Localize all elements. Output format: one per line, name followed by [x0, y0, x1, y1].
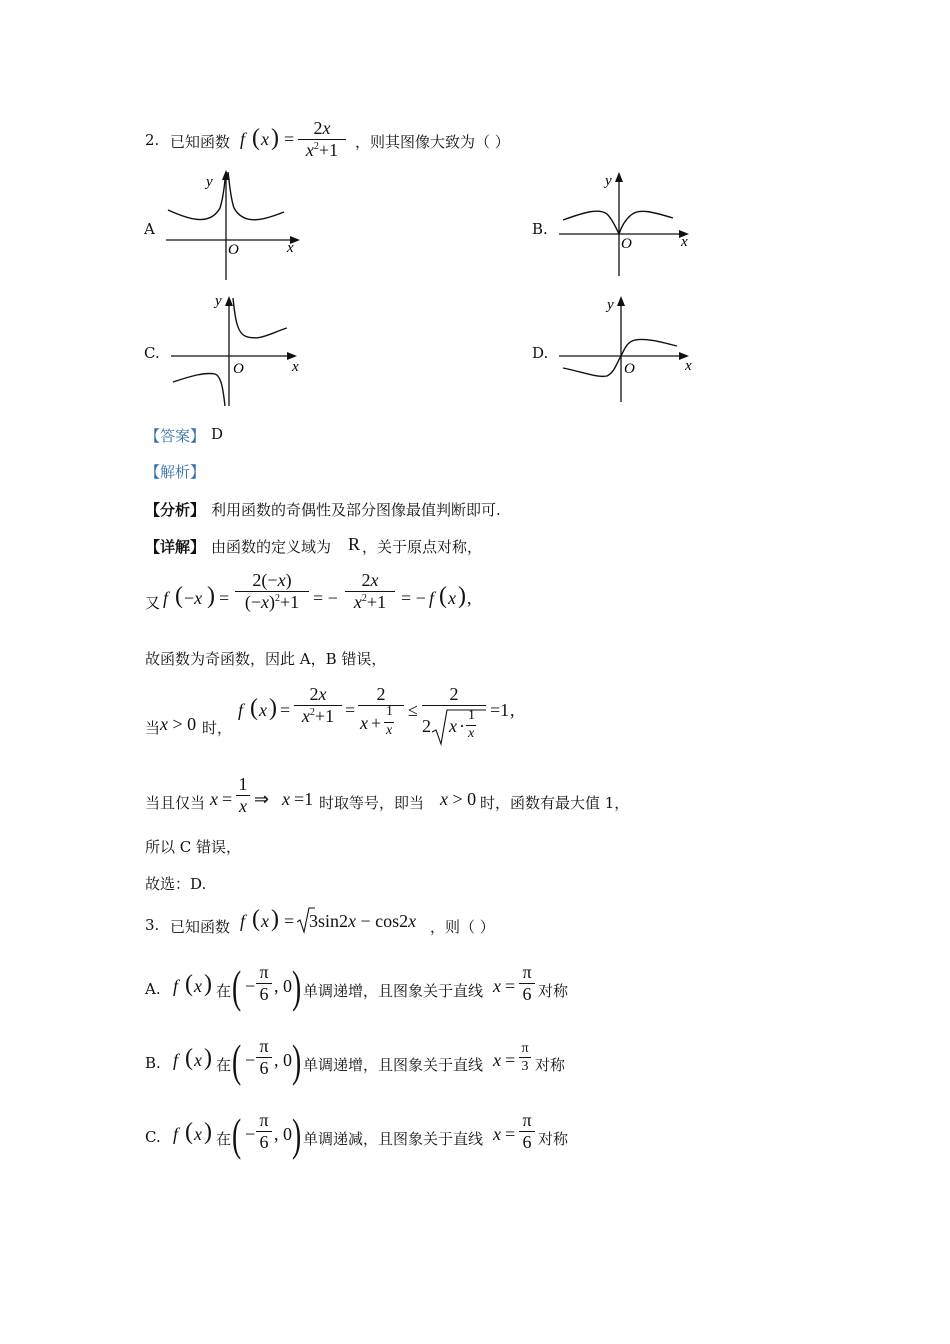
q2-a-x-label: x — [287, 240, 294, 256]
q3-option-c-text: 单调递减，且图象关于直线 — [303, 1130, 484, 1148]
q3-option-a-mid: 在 — [216, 982, 232, 1000]
fenxi-text: 利用函数的奇偶性及部分图像最值判断即可. — [211, 501, 501, 519]
q3-option-c-den: 6 — [522, 1132, 532, 1152]
q3-option-c: C. f ( x ) 在 ( − π 6 , 0 ) 单调递减，且图象关于直线 x = π 6 对称 — [145, 1109, 569, 1160]
answer-tag: 【答案】 — [145, 427, 206, 445]
domain-R: R — [348, 534, 361, 554]
guxuan-text: 故选：D. — [145, 875, 207, 893]
q2-b-x-label: x — [681, 234, 688, 250]
q3-option-a-end: 对称 — [538, 982, 569, 1000]
answer-value: D — [211, 425, 224, 443]
q2-stem-pre: 已知函数 — [170, 133, 231, 151]
q2-number: 2. — [145, 131, 160, 149]
analysis-tag: 【解析】 — [145, 463, 206, 481]
q2-option-d-label: D. — [532, 344, 549, 362]
odd-conclusion: 故函数为奇函数，因此 A，B 错误， — [145, 650, 387, 668]
q2-a-y-label: y — [206, 174, 213, 190]
q2-option-a-label: A — [144, 220, 155, 238]
qie-pre: 当且仅当 — [145, 794, 206, 812]
q2-function-def: f ( x ) = 2x $x^2+1$ — [240, 120, 350, 170]
q2-option-d-graph — [555, 290, 705, 408]
q3-option-a-label: A. — [145, 980, 161, 998]
q3-function-def: f ( x ) = 3sin2x − cos2x — [240, 906, 417, 932]
q3-option-b: B. f ( x ) 在 ( − π 6 , 0 ) 单调递增，且图象关于直线 x = π 3 对称 — [145, 1035, 566, 1086]
q2-c-y-label: y — [215, 293, 222, 309]
q3-option-c-label: C. — [145, 1128, 161, 1146]
q2-option-c-graph — [165, 288, 315, 413]
xiangjie-text: 由函数的定义域为 — [211, 538, 332, 556]
q2-d-origin-label: O — [624, 361, 635, 377]
qie-mid: 时取等号，即当 — [319, 794, 425, 812]
x-gt-0-cond-2: x > 0 — [440, 789, 477, 809]
q3-stem-post: ，则（ ） — [430, 918, 495, 936]
dang-label: 当 — [145, 719, 161, 737]
q3-option-a-den: 6 — [522, 984, 532, 1004]
x-gt-0-cond: x > 0 — [160, 714, 197, 734]
q3-option-a: A. f ( x ) 在 ( − π 6 , 0 ) 单调递增，且图象关于直线 x = π 6 对称 — [145, 961, 569, 1012]
q3-number: 3. — [145, 916, 160, 934]
q3-option-a-text: 单调递增，且图象关于直线 — [303, 982, 484, 1000]
odd-function-equation: f ( −x ) = 2(−x) $(-x)^2+1$ = − 2x $x^2+1$ = − f ( x ) , — [163, 570, 472, 612]
q2-stem-post: ，则其图像大致为（ ） — [355, 133, 510, 151]
qie-post: 时，函数有最大值 1， — [480, 794, 630, 812]
equality-condition: x = 1 x ⇒ x =1 — [210, 774, 314, 816]
q2-option-b-label: B. — [532, 220, 548, 238]
fenxi-tag: 【分析】 — [145, 501, 206, 519]
q2-d-y-label: y — [607, 297, 614, 313]
q2-option-b-graph — [555, 168, 700, 280]
q3-option-b-den: 3 — [521, 1059, 529, 1074]
am-gm-inequality: f ( x ) = 2x $x^2+1$ = 2 x + 1 x ≤ 2 2 x · 1 x =1 , — [238, 686, 528, 762]
q2-a-origin-label: O — [228, 242, 239, 258]
q2-c-origin-label: O — [233, 361, 244, 377]
q3-option-b-mid: 在 — [216, 1056, 232, 1074]
xiangjie-post: ，关于原点对称， — [362, 538, 483, 556]
q3-option-b-label: B. — [145, 1054, 161, 1072]
q3-option-b-end: 对称 — [535, 1056, 566, 1074]
suoyi-text: 所以 C 错误， — [145, 838, 242, 856]
q2-c-x-label: x — [292, 359, 299, 375]
q3-stem-pre: 已知函数 — [170, 918, 231, 936]
you-label: 又 — [145, 594, 161, 612]
q2-d-x-label: x — [685, 358, 692, 374]
dang-post: 时， — [202, 719, 233, 737]
q3-option-c-end: 对称 — [538, 1130, 569, 1148]
q2-b-y-label: y — [605, 173, 612, 189]
q2-b-origin-label: O — [621, 236, 632, 252]
q2-option-a-graph — [160, 168, 310, 283]
q3-option-c-mid: 在 — [216, 1130, 232, 1148]
q2-option-c-label: C. — [144, 344, 160, 362]
q3-option-b-text: 单调递增，且图象关于直线 — [303, 1056, 484, 1074]
xiangjie-tag: 【详解】 — [145, 538, 206, 556]
